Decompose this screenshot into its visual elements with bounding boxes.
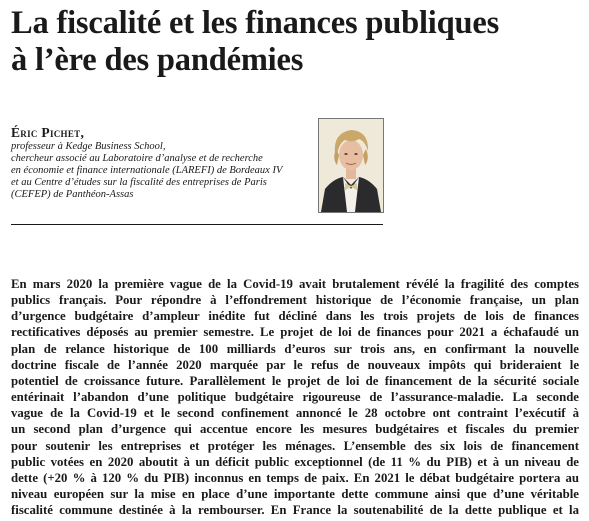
body-line: plan de relance historique de 100 milliards d’euros sur trois ans, en confirmant la nouvelle [11, 341, 579, 356]
body-line: niveau européen sur la mise en place d’une importante dette commune ainsi que d’une véritable [11, 487, 579, 502]
article-body [11, 276, 579, 518]
separator-rule [11, 224, 383, 225]
author-affiliation-line: en économie et finance internationale (LAREFI) de Bordeaux IV [11, 165, 283, 177]
body-line: public votées en 2020 aboutit à un déficit public exceptionnel (de 11 % du PIB) et à un niveau de [11, 454, 579, 469]
body-line: dette (+20 % à 120 % du PIB) inconnus en temps de paix. En 2021 le débat budgétaire portera au [11, 470, 579, 485]
author-last-name: Pichet [41, 125, 81, 140]
body-line: publics français. Pour répondre à l’effondrement historique de l’économie française, un plan [11, 293, 579, 308]
body-line: d’urgence budgétaire d’ampleur inédite fut décliné dans les trois projets de lois de finances [11, 309, 579, 324]
article-title-line-1: La fiscalité et les finances publiques [11, 5, 500, 41]
body-line: fiscalité commune destinée à la rembourser. En France la soutenabilité de la dette publique et la [11, 503, 579, 518]
author-block [11, 124, 311, 201]
body-line: En mars 2020 la première vague de la Covid-19 avait brutalement révélé la fragilité des comptes [11, 277, 579, 291]
body-line: pour soutenir les entreprises et protéger les ménages. L’ensemble des six lois de financement [11, 438, 579, 453]
body-line: potentiel de croissance future. Parallèlement le projet de loi de financement de la sécurité sociale [11, 373, 579, 388]
author-name [11, 124, 311, 141]
author-portrait-image [319, 119, 383, 212]
author-affiliation-line: professeur à Kedge Business School, [11, 141, 166, 152]
body-line: rectificatives déposés au premier semestre. Le projet de loi de finances pour 2021 a échafaudé un [11, 325, 579, 340]
author-affiliation-line: (CEFEP) de Panthéon-Assas [11, 189, 134, 201]
body-line: entérinait l’abandon d’une politique budgétaire rigoureuse de l’assurance-maladie. La seconde [11, 390, 579, 405]
article-title-line-2: à l’ère des pandémies [11, 42, 304, 78]
body-line: vague de la Covid-19 et le second confinement annoncé le 28 octobre ont contraint l’exécutif à [11, 406, 579, 421]
author-affiliation-line: et au Centre d’études sur la fiscalité des entreprises de Paris [11, 177, 267, 189]
body-line: un second plan d’urgence qui accentue encore les mesures budgétaires et fiscales du premier [11, 422, 579, 437]
article-title [11, 5, 581, 79]
body-line: doctrine fiscale de l’année 2020 marquée par le refus de nouveaux impôts qui brideraient le [11, 357, 579, 372]
author-first-name: Éric [11, 125, 38, 140]
author-photo [318, 118, 384, 213]
author-name-suffix: , [80, 125, 85, 140]
author-affiliation [11, 141, 311, 201]
author-affiliation-line: chercheur associé au Laboratoire d’analyse et de recherche [11, 153, 263, 165]
